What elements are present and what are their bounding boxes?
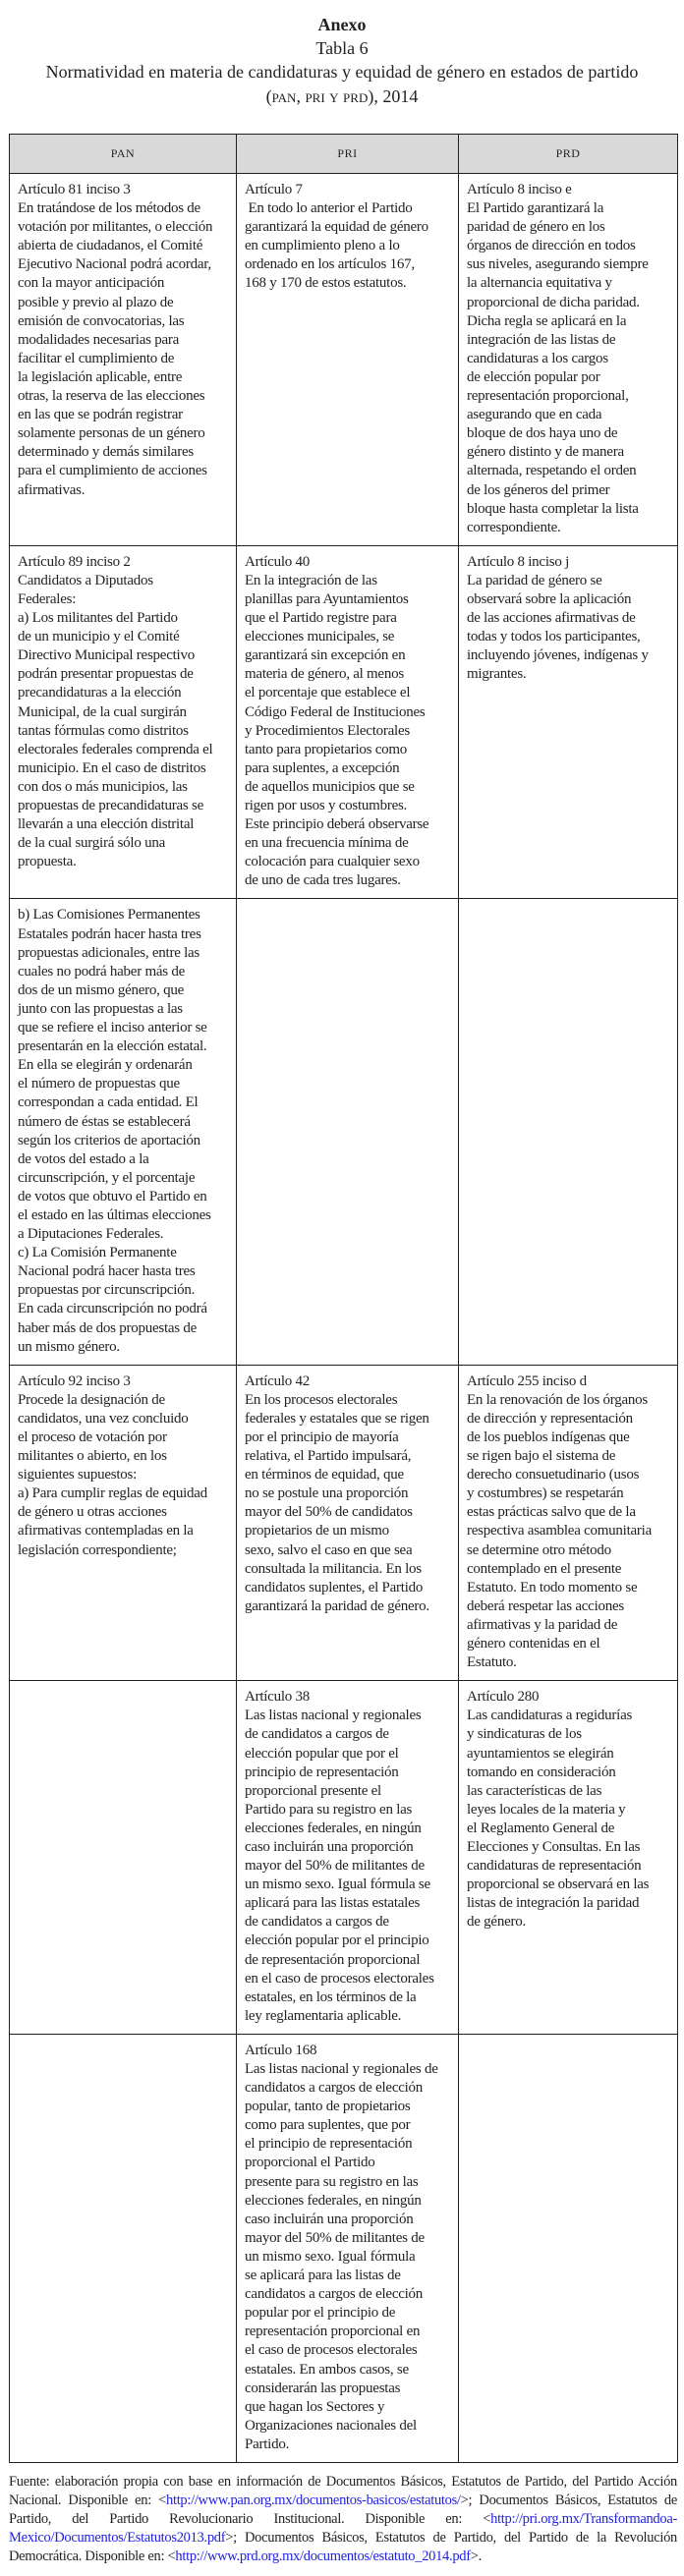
column-header-pri: PRI xyxy=(237,135,459,174)
cell-pan: b) Las Comisiones Permanentes Estatales podrán hacer hasta tres propuestas adicionales, entre las cuales no podrá haber más de dos de un mismo género, que junto con las propuestas a las que se refiere el inciso anterior se presentarán en la elección estatal. En ella se elegirán y ordenarán el número de propuestas que correspondan a cada entidad. El número de éstas se establecerá según los criterios de aportación de votos del estado a la circunscripción, y el porcentaje de votos que obtuvo el Partido en el estado en las últimas elecciones a Diputaciones Federales. c) La Comisión Permanente Nacional podrá hacer hasta tres propuestas por circunscripción. En cada circunscripción no podrá haber más de dos propuestas de un mismo género. xyxy=(10,899,237,1365)
cell-prd: Artículo 280 Las candidaturas a regidurías y sindicaturas de los ayuntamientos se elegirán tomando en consideración las características de las leyes locales de la materia y el Reglamento General de Elecciones y Consultas. En las candidaturas de representación proporcional se observará en las listas de integración la paridad de género. xyxy=(459,1681,678,2035)
cell-pri xyxy=(237,899,459,1365)
table-subtitle xyxy=(0,84,684,109)
pri-statutes-link[interactable]: http://pri.org.mx/Transformandoa-Mexico/Documentos/Estatutos2013.pdf xyxy=(9,2510,677,2546)
cell-pri: Artículo 7 En todo lo anterior el Partido garantizará la equidad de género en cumplimiento pleno a lo ordenado en los artículos 167, 168 y 170 de estos estatutos. xyxy=(237,174,459,546)
table-row xyxy=(10,1681,678,2035)
table-row xyxy=(10,545,678,899)
cell-prd: Artículo 8 inciso j La paridad de género se observará sobre la aplicación de las acciones afirmativas de todas y todos los participantes, incluyendo jóvenes, indígenas y migrantes. xyxy=(459,545,678,899)
cell-pan: Artículo 89 inciso 2 Candidatos a Diputados Federales: a) Los militantes del Partido de un municipio y el Comité Directivo Municipal respectivo podrán presentar propuestas de precandidaturas a la elección Municipal, de la cual surgirán tantas fórmulas como distritos electorales federales comprenda el municipio. En el caso de distritos con dos o más municipios, las propuestas de precandidaturas se llevarán a una elección distrital de la cual surgirá sólo una propuesta. xyxy=(10,545,237,899)
cell-pri: Artículo 168 Las listas nacional y regionales de candidatos a cargos de elección popular, tanto de propietarios como para suplentes, que por el principio de representación proporcional el Partido presente para su registro en las elecciones federales, en ningún caso incluirán una proporción mayor del 50% de militantes de un mismo sexo. Igual fórmula se aplicará para las listas de candidatos a cargos de elección popular por el principio de representación proporcional en el caso de procesos electorales estatales. En ambos casos, se considerarán las propuestas que hagan los Sectores y Organizaciones nacionales del Partido. xyxy=(237,2034,459,2462)
regulation-table xyxy=(9,134,678,2463)
prd-statutes-link[interactable]: http://www.prd.org.mx/documentos/estatuto_2014.pdf xyxy=(175,2548,471,2564)
cell-pri: Artículo 40 En la integración de las planillas para Ayuntamientos que el Partido registre para elecciones municipales, se garantizará sin excepción en materia de género, al menos el porcentaje que establece el Código Federal de Instituciones y Procedimientos Electorales tanto para propietarios como para suplentes, a excepción de aquellos municipios que se rigen por usos y costumbres. Este principio deberá observarse en una frecuencia mínima de colocación para cualquier sexo de uno de cada tres lugares. xyxy=(237,545,459,899)
cell-pri: Artículo 38 Las listas nacional y regionales de candidatos a cargos de elección popular que por el principio de representación proporcional presente el Partido para su registro en las elecciones federales, en ningún caso incluirán una proporción mayor del 50% de militantes de un mismo sexo. Igual fórmula se aplicará para las listas estatales de candidatos a cargos de elección popular por el principio de representación proporcional en el caso de procesos electorales estatales, en los términos de la ley reglamentaria aplicable. xyxy=(237,1681,459,2035)
subtitle-close: ), 2014 xyxy=(368,86,419,106)
cell-prd xyxy=(459,899,678,1365)
cell-pan xyxy=(10,2034,237,2462)
cell-pan: Artículo 81 inciso 3 En tratándose de los métodos de votación por militantes, o elección abierta de ciudadanos, el Comité Ejecutivo Nacional podrá acordar, con la mayor anticipación posible y previo al plazo de emisión de convocatorias, las modalidades necesarias para facilitar el cumplimiento de la legislación aplicable, entre otras, la reserva de las elecciones en las que se podrán registrar solamente personas de un género determinado y demás similares para el cumplimiento de acciones afirmativas. xyxy=(10,174,237,546)
cell-prd: Artículo 255 inciso d En la renovación de los órganos de dirección y representación de los pueblos indígenas que se rigen bajo el sistema de derecho consuetudinario (usos y costumbres) se respetarán estas prácticas salvo que de la respectiva asamblea comunitaria se determine otro método contemplado en el presente Estatuto. En todo momento se deberá respetar las acciones afirmativas y la paridad de género contenidas en el Estatuto. xyxy=(459,1365,678,1681)
table-row xyxy=(10,1365,678,1681)
table-title: Normatividad en materia de candidaturas y equidad de género en estados de partido xyxy=(45,62,639,82)
footnote-text: >; Documentos Básicos, Estatutos de Partido, del Partido Revolucionario Institucional. Disponible en: < xyxy=(9,2492,677,2527)
table-row xyxy=(10,899,678,1365)
cell-prd: Artículo 8 inciso e El Partido garantizará la paridad de género en los órganos de dirección en todos sus niveles, asegurando siempre la alternancia equitativa y proporcional de dicha paridad. Dicha regla se aplicará en la integración de las listas de candidaturas a los cargos de elección popular por representación proporcional, asegurando que en cada bloque de dos haya uno de género distinto y de manera alternada, respetando el orden de los géneros del primer bloque hasta completar la lista correspondiente. xyxy=(459,174,678,546)
footnote-text: >. xyxy=(470,2548,482,2564)
footnote-label: Fuente: xyxy=(9,2473,50,2490)
cell-pan xyxy=(10,1681,237,2035)
table-row xyxy=(10,2034,678,2462)
footnote-text: >; Documentos Básicos, Estatutos de Partido, del Partido de la Revolución Democrática. Disponible en: < xyxy=(9,2529,677,2564)
pan-statutes-link[interactable]: http://www.pan.org.mx/documentos-basicos/estatutos/ xyxy=(166,2492,461,2508)
subtitle-open: ( xyxy=(265,86,272,106)
cell-pan: Artículo 92 inciso 3 Procede la designación de candidatos, una vez concluido el proceso de votación por militantes o abierto, en los siguientes supuestos: a) Para cumplir reglas de equidad de género u otras acciones afirmativas contempladas en la legislación correspondiente; xyxy=(10,1365,237,1681)
cell-prd xyxy=(459,2034,678,2462)
column-header-prd: PRD xyxy=(459,135,678,174)
table-row xyxy=(10,174,678,546)
subtitle-parties: pan, pri y prd xyxy=(271,86,369,106)
annex-label: Anexo xyxy=(317,15,367,34)
title-block xyxy=(0,0,684,109)
table-number: Tabla 6 xyxy=(315,38,369,58)
source-footnote xyxy=(9,2473,677,2566)
footnote-text: elaboración propia con base en información de Documentos Básicos, Estatutos de Partido, del Partido Acción Nacional. Disponible en: < xyxy=(9,2473,677,2508)
table-header-row xyxy=(10,135,678,174)
column-header-pan: PAN xyxy=(10,135,237,174)
cell-pri: Artículo 42 En los procesos electorales federales y estatales que se rigen por el principio de mayoría relativa, el Partido impulsará, en términos de equidad, que no se postule una proporción mayor del 50% de candidatos propietarios de un mismo sexo, salvo el caso en que sea consultada la militancia. En los candidatos suplentes, el Partido garantizará la paridad de género. xyxy=(237,1365,459,1681)
